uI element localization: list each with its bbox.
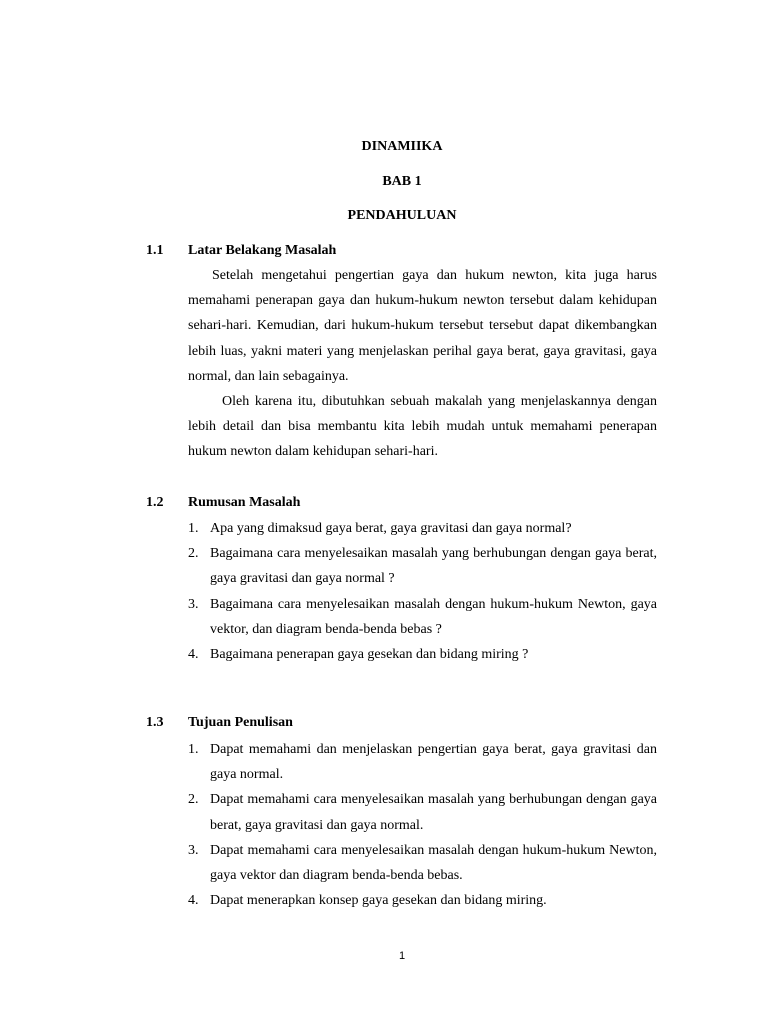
section-title: Tujuan Penulisan [188,715,293,730]
document-title: DINAMIIKA [361,139,443,154]
list-item-text: Apa yang dimaksud gaya berat, gaya gravitasi dan gaya normal? [210,521,572,536]
list-marker: 2. [188,546,199,562]
list-marker: 3. [188,842,199,858]
list-item [188,592,657,642]
list-item-text: Dapat memahami cara menyelesaikan masalah yang berhubungan dengan gaya berat, gaya gravitasi dan gaya normal. [210,792,657,833]
list-item [188,642,657,667]
chapter-label: BAB 1 [382,174,422,189]
list-item-text: Dapat memahami cara menyelesaikan masalah dengan hukum-hukum Newton, gaya vektor dan diagram benda-benda bebas. [210,842,657,884]
list-marker: 1. [188,521,199,536]
section-title: Rumusan Masalah [188,495,301,510]
paragraph: Setelah mengetahui pengertian gaya dan hukum newton, kita juga harus memahami penerapan gaya dan hukum-hukum newton tersebut dalam kehidupan sehari-hari. Kemudian, dari hukum-hukum tersebut tersebut dapat dikembangkan lebih luas, yakni materi yang menjelaskan perihal gaya berat, gaya gravitasi, gaya normal, dan lain sebagainya. [188,268,657,384]
chapter-title: PENDAHULUAN [347,208,457,223]
list-item-text: Bagaimana cara menyelesaikan masalah dengan hukum-hukum Newton, gaya vektor, dan diagram benda-benda bebas ? [210,596,657,637]
objective-list [188,737,657,913]
list-marker: 4. [188,893,199,909]
list-item [188,541,657,591]
list-marker: 1. [188,742,199,757]
list-marker: 3. [188,596,199,612]
paragraph: Oleh karena itu, dibutuhkan sebuah makalah yang menjelaskannya dengan lebih detail dan bisa membantu kita lebih mudah untuk memahami penerapan hukum newton dalam kehidupan sehari-hari. [188,394,657,460]
page-number: 1 [398,950,406,962]
list-item-text: Bagaimana penerapan gaya gesekan dan bidang miring ? [210,647,529,663]
list-marker: 4. [188,647,199,663]
list-item-text: Bagaimana cara menyelesaikan masalah yang berhubungan dengan gaya berat, gaya gravitasi dan gaya normal ? [210,546,657,587]
list-marker: 2. [188,792,199,808]
section-number: 1.3 [146,715,164,730]
list-item [188,787,657,837]
list-item [188,888,657,913]
list-item [188,516,657,541]
section-number: 1.1 [146,243,164,258]
section-number: 1.2 [146,495,164,510]
problem-list [188,516,657,667]
list-item-text: Dapat menerapkan konsep gaya gesekan dan bidang miring. [210,893,547,909]
list-item [188,838,657,888]
list-item [188,737,657,787]
list-item-text: Dapat memahami dan menjelaskan pengertian gaya berat, gaya gravitasi dan gaya normal. [210,742,657,783]
section-title: Latar Belakang Masalah [188,243,337,258]
